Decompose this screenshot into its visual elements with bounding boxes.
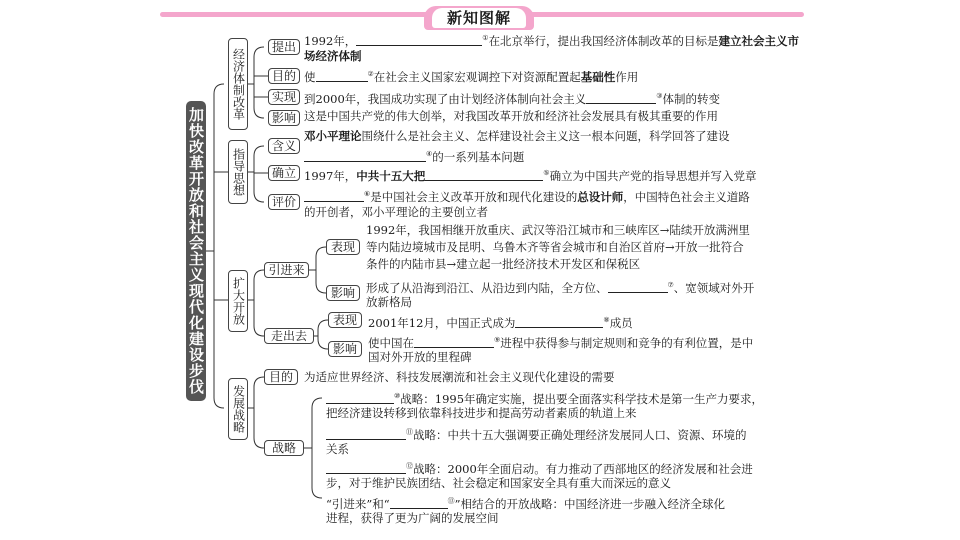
label-evaluate: 评价: [268, 194, 300, 210]
label-bring-in-show: 表现: [326, 239, 360, 255]
answer-blank-1: [356, 34, 482, 46]
label-go-out-impact: 影响: [328, 341, 362, 357]
strategy-1-line2: 把经济建设转移到依靠科技进步和提高劳动者素质的轨道上来: [326, 406, 637, 420]
answer-blank-2: [316, 70, 368, 82]
strategy-2-line2: 关系: [326, 442, 349, 456]
answer-blank-6: [304, 190, 364, 202]
category-guiding-thought: 指导思想: [228, 140, 248, 204]
bring-in-show-line3: 条件的内陆市县→建立起一批经济技术开发区和保税区: [366, 257, 641, 271]
label-establish: 确立: [268, 165, 300, 181]
strategy-3-line1: ⑫战略：2000年全面启动。有力推动了西部地区的经济发展和社会进: [326, 458, 753, 478]
label-strategy-aim: 目的: [264, 369, 298, 385]
guide-establish-text: 1997年，中共十五大把 ⑤确立为中国共产党的指导思想并写入党章: [304, 169, 757, 183]
answer-blank-10: [326, 392, 394, 404]
bring-in-impact-line2: 放新格局: [366, 295, 412, 309]
category-development-strategy: 发展战略: [228, 378, 248, 440]
guide-meaning-line1: 邓小平理论围绕什么是社会主义、怎样建设社会主义这一根本问题，科学回答了建设: [304, 129, 730, 143]
label-propose: 提出: [268, 39, 300, 55]
answer-blank-9: [414, 336, 494, 348]
label-realize: 实现: [268, 89, 300, 105]
category-expand-opening: 扩大开放: [228, 270, 248, 332]
label-impact: 影响: [268, 110, 300, 126]
strategy-4-line1: “引进来”和“ ⑬”相结合的开放战略：中国经济进一步融入经济全球化: [326, 497, 726, 511]
guide-evaluate-line2: 的开创者，邓小平理论的主要创立者: [304, 205, 488, 219]
bring-in-show-line1: 1992年，我国相继开放重庆、武汉等沿江城市和三峡库区→陆续开放满洲里: [366, 223, 750, 237]
econ-impact-text: 这是中国共产党的伟大创举，对我国改革开放和经济社会发展具有极其重要的作用: [304, 109, 718, 123]
econ-aim-text: 使 ②在社会主义国家宏观调控下对资源配置起基础性作用: [304, 70, 639, 84]
answer-blank-4: [304, 150, 426, 162]
strategy-3-line2: 步，对于维护民族团结、社会稳定和国家安全具有重大而深远的意义: [326, 476, 671, 490]
label-aim: 目的: [268, 68, 300, 84]
answer-blank-7: [608, 281, 668, 293]
label-go-out-show: 表现: [328, 312, 362, 328]
bring-in-impact-line1: 形成了从沿海到沿江、从沿边到内陆，全方位、 ⑦、宽领域对外开: [366, 281, 755, 295]
label-bring-in-impact: 影响: [326, 285, 360, 301]
econ-realize-text: 到2000年，我国成功实现了由计划经济体制向社会主义 ③体制的转变: [304, 92, 721, 106]
strategy-2-line1: ⑪战略：中共十五大强调要正确处理经济发展同人口、资源、环境的: [326, 424, 747, 444]
root-topic: 加快改革开放和社会主义现代化建设步伐: [186, 101, 206, 401]
go-out-impact-line1: 使中国在 ⑨进程中获得参与制定规则和竞争的有利位置，是中: [368, 336, 754, 350]
page-title: 新知图解: [432, 8, 526, 28]
answer-blank-3: [586, 92, 656, 104]
strategy-aim-text: 为适应世界经济、科技发展潮流和社会主义现代化建设的需要: [304, 370, 615, 384]
answer-blank-5: [425, 169, 543, 181]
answer-blank-11: [326, 428, 406, 440]
label-strategy-list: 战略: [264, 440, 304, 456]
guide-evaluate-line1: ⑥是中国社会主义改革开放和现代化建设的总设计师，中国特色社会主义道路: [304, 186, 750, 206]
strategy-4-line2: 进程，获得了更为广阔的发展空间: [326, 511, 499, 525]
answer-blank-13: [390, 497, 448, 509]
answer-blank-12: [326, 462, 406, 474]
label-bring-in: 引进来: [264, 262, 309, 278]
strategy-1-line1: ⑩战略：1995年确定实施，提出要全面落实科学技术是第一生产力要求，: [326, 388, 763, 408]
answer-blank-8: [515, 316, 603, 328]
guide-meaning-line2: ④的一系列基本问题: [304, 146, 524, 166]
category-economic-reform: 经济体制改革: [228, 38, 248, 130]
label-meaning: 含义: [268, 138, 300, 154]
econ-propose-line1: 1992年， ①在北京举行，提出我国经济体制改革的目标是建立社会主义市: [304, 34, 800, 48]
label-go-out: 走出去: [264, 328, 314, 344]
go-out-show-text: 2001年12月，中国正式成为 ⑧成员: [368, 316, 633, 330]
econ-propose-line2: 场经济体制: [304, 49, 362, 63]
bring-in-show-line2: 等内陆边境城市及昆明、乌鲁木齐等省会城市和自治区首府→开放一批符合: [366, 240, 744, 254]
go-out-impact-line2: 国对外开放的里程碑: [368, 350, 472, 364]
